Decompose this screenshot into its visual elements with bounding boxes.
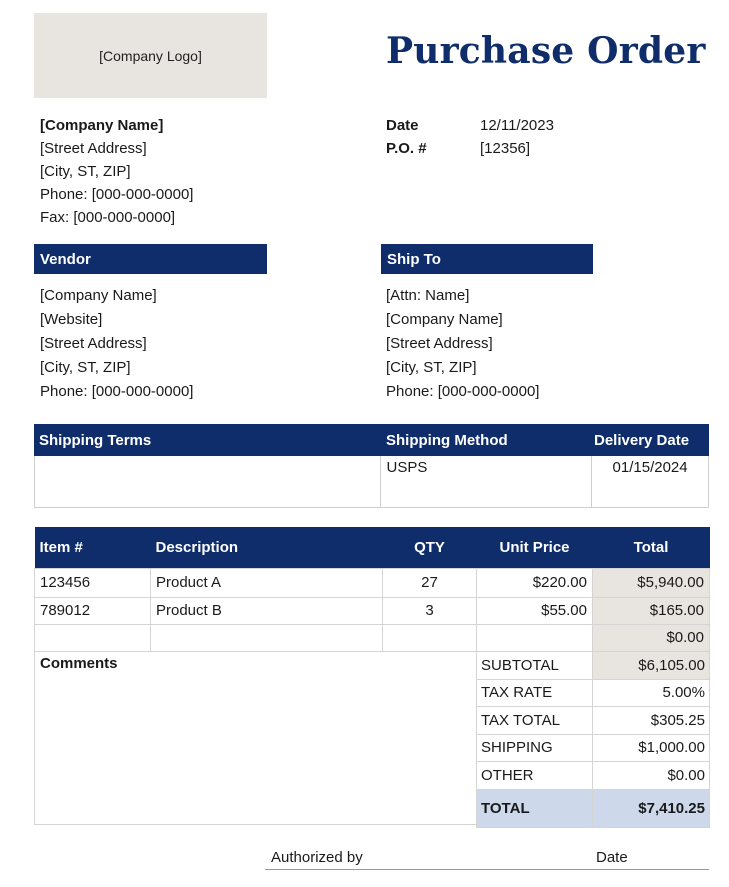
shipping-row [477, 734, 710, 762]
po-number-label: P.O. # [386, 140, 427, 157]
page-title: Purchase Order [386, 30, 706, 72]
col-total: Total [593, 527, 710, 568]
other-value[interactable]: $0.00 [593, 762, 710, 790]
vendor-phone[interactable]: Phone: [000-000-0000] [40, 383, 194, 400]
tax-total-value: $305.25 [593, 707, 710, 735]
description-cell[interactable]: Product A [151, 568, 383, 597]
vendor-website[interactable]: [Website] [40, 311, 103, 328]
qty-cell[interactable] [383, 624, 477, 651]
tax-rate-row [477, 679, 710, 707]
po-meta-values [480, 114, 554, 160]
ship-to-heading [381, 244, 593, 274]
unit-price-cell[interactable] [477, 624, 593, 651]
ship-to-heading-label: Ship To [387, 250, 441, 268]
description-cell[interactable]: Product B [151, 597, 383, 624]
qty-cell[interactable]: 3 [383, 597, 477, 624]
signature-date-label: Date [596, 849, 628, 866]
po-meta [386, 114, 427, 160]
delivery-date-value[interactable]: 01/15/2024 [592, 456, 709, 507]
description-cell[interactable] [151, 624, 383, 651]
unit-price-cell[interactable]: $55.00 [477, 597, 593, 624]
col-qty: QTY [383, 527, 477, 568]
vendor-heading [34, 244, 267, 274]
tax-rate-value[interactable]: 5.00% [593, 679, 710, 707]
shipping-table [34, 424, 709, 508]
table-row [35, 624, 710, 651]
table-row [35, 597, 710, 624]
ship-to-info [386, 284, 539, 404]
shipping-method-value[interactable]: USPS [381, 456, 592, 507]
company-street: [Street Address] [40, 140, 147, 157]
subtotal-value: $6,105.00 [593, 652, 710, 680]
item-number-cell[interactable]: 789012 [35, 597, 151, 624]
company-info [40, 114, 193, 229]
other-label: OTHER [477, 762, 593, 790]
company-fax: Fax: [000-000-0000] [40, 209, 176, 226]
signature-line[interactable] [265, 869, 709, 870]
po-number-value[interactable]: [12356] [480, 140, 531, 157]
line-total-cell: $5,940.00 [593, 568, 710, 597]
vendor-city[interactable]: [City, ST, ZIP] [40, 359, 131, 376]
total-value: $7,410.25 [593, 789, 710, 827]
col-item-number: Item # [35, 527, 151, 568]
date-value[interactable]: 12/11/2023 [480, 117, 554, 134]
other-row [477, 762, 710, 790]
subtotal-label: SUBTOTAL [477, 652, 593, 680]
tax-total-row [477, 707, 710, 735]
shipping-terms-value[interactable] [35, 456, 381, 507]
table-row [35, 568, 710, 597]
shipping-table-header [34, 424, 709, 456]
vendor-heading-label: Vendor [40, 250, 91, 268]
line-total-cell: $0.00 [593, 624, 710, 651]
items-header-row [35, 527, 710, 568]
ship-to-phone[interactable]: Phone: [000-000-0000] [386, 383, 540, 400]
comments-label: Comments [40, 655, 118, 672]
company-name: [Company Name] [40, 117, 164, 134]
ship-to-attn[interactable]: [Attn: Name] [386, 287, 470, 304]
items-table [34, 527, 709, 652]
item-number-cell[interactable]: 123456 [35, 568, 151, 597]
logo-text: [Company Logo] [99, 47, 202, 64]
unit-price-cell[interactable]: $220.00 [477, 568, 593, 597]
shipping-method-header: Shipping Method [381, 424, 592, 456]
item-number-cell[interactable] [35, 624, 151, 651]
col-unit-price: Unit Price [477, 527, 593, 568]
line-total-cell: $165.00 [593, 597, 710, 624]
shipping-table-row [34, 456, 709, 508]
total-label: TOTAL [477, 789, 593, 827]
company-phone: Phone: [000-000-0000] [40, 186, 194, 203]
company-city: [City, ST, ZIP] [40, 163, 131, 180]
comments-box[interactable] [34, 651, 477, 825]
summary-table [476, 651, 709, 828]
tax-rate-label: TAX RATE [477, 679, 593, 707]
ship-to-street[interactable]: [Street Address] [386, 335, 493, 352]
shipping-value[interactable]: $1,000.00 [593, 734, 710, 762]
ship-to-company[interactable]: [Company Name] [386, 311, 503, 328]
qty-cell[interactable]: 27 [383, 568, 477, 597]
company-logo-placeholder [34, 13, 267, 98]
date-label: Date [386, 117, 419, 134]
authorized-by-label: Authorized by [271, 849, 363, 866]
vendor-info [40, 284, 193, 404]
ship-to-city[interactable]: [City, ST, ZIP] [386, 359, 477, 376]
vendor-street[interactable]: [Street Address] [40, 335, 147, 352]
total-row [477, 789, 710, 827]
vendor-company[interactable]: [Company Name] [40, 287, 157, 304]
col-description: Description [151, 527, 383, 568]
shipping-label: SHIPPING [477, 734, 593, 762]
tax-total-label: TAX TOTAL [477, 707, 593, 735]
shipping-terms-header: Shipping Terms [34, 424, 381, 456]
subtotal-row [477, 652, 710, 680]
delivery-date-header: Delivery Date [592, 424, 709, 456]
